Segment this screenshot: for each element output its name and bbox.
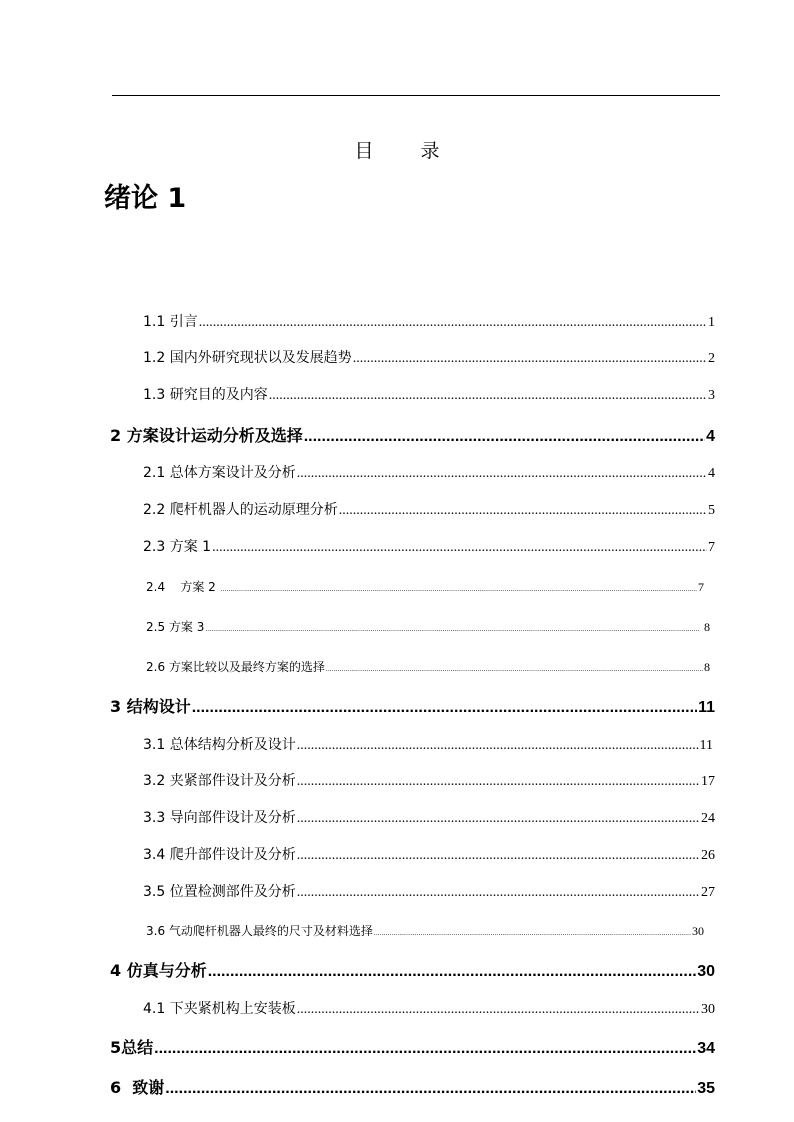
toc-entry-label: 1.3 研究目的及内容 (143, 387, 268, 403)
toc-entry-4-1[interactable] (143, 998, 715, 1018)
toc-page-number: 3 (708, 388, 715, 403)
toc-entry-3-4[interactable] (143, 844, 715, 864)
chapter-1-heading: 绪论 1 (104, 183, 187, 214)
toc-page-number: 30 (692, 924, 704, 938)
toc-entry-label: 2.1 总体方案设计及分析 (143, 465, 296, 481)
dot-leader (297, 810, 700, 827)
dot-leader (297, 1001, 700, 1018)
toc-entry-3-6[interactable] (146, 922, 704, 939)
toc-title: 目 录 (354, 140, 454, 162)
toc-entry-2-6[interactable] (146, 658, 710, 675)
toc-entry-1-1[interactable] (143, 311, 715, 331)
toc-entry-chapter-5[interactable] (110, 1035, 715, 1058)
toc-page-number: 1 (708, 315, 715, 330)
dot-leader (304, 426, 705, 446)
toc-entry-label: 2.5 方案 3 (146, 620, 205, 634)
dot-leader (297, 465, 707, 482)
toc-page-number: 2 (708, 351, 715, 366)
toc-entry-label: 2 方案设计运动分析及选择 (110, 426, 303, 445)
toc-page-number: 4 (708, 466, 715, 481)
toc-entry-label: 3.3 导向部件设计及分析 (143, 810, 296, 826)
toc-entry-label: 3.1 总体结构分析及设计 (143, 737, 296, 753)
toc-page-number: 7 (698, 580, 704, 594)
toc-entry-2-2[interactable] (143, 499, 715, 519)
toc-page-number: 34 (697, 1040, 715, 1057)
toc-entry-label: 3.5 位置检测部件及分析 (143, 884, 296, 900)
toc-page-number: 5 (708, 503, 715, 518)
dot-leader (212, 539, 707, 556)
toc-entry-label: 1.2 国内外研究现状以及发展趋势 (143, 350, 352, 366)
toc-entry-3-3[interactable] (143, 807, 715, 827)
toc-entry-label: 6 致谢 (110, 1078, 165, 1097)
toc-entry-label: 4.1 下夹紧机构上安装板 (143, 1001, 296, 1017)
toc-page-number: 4 (706, 428, 715, 445)
toc-entry-chapter-4[interactable] (110, 958, 715, 981)
dot-leader (339, 502, 707, 519)
toc-page-number: 11 (699, 738, 713, 753)
toc-page-number: 24 (701, 811, 715, 826)
toc-entry-label: 5总结 (110, 1038, 154, 1057)
dot-leader (205, 620, 700, 634)
dot-leader (326, 660, 703, 674)
toc-entry-label: 2.3 方案 1 (143, 539, 212, 555)
toc-entry-label: 2.4 方案 2 (146, 580, 220, 594)
toc-entry-chapter-3[interactable] (110, 694, 715, 717)
dot-leader (199, 314, 707, 331)
header-rule (112, 95, 720, 96)
dot-leader (374, 924, 691, 938)
dot-leader (297, 737, 699, 754)
dot-leader (269, 387, 707, 404)
toc-page-number: 11 (698, 699, 715, 716)
dot-leader (192, 697, 697, 717)
toc-entry-label: 3.4 爬升部件设计及分析 (143, 847, 296, 863)
toc-page-number: 30 (701, 1002, 715, 1017)
toc-entry-label: 2.2 爬杆机器人的运动原理分析 (143, 502, 338, 518)
dot-leader (154, 1038, 696, 1058)
dot-leader (353, 350, 707, 367)
dot-leader (297, 847, 700, 864)
toc-entry-label: 4 仿真与分析 (110, 961, 207, 980)
dot-leader (165, 1078, 696, 1098)
toc-entry-2-5[interactable] (146, 618, 710, 635)
toc-entry-label: 3.2 夹紧部件设计及分析 (143, 773, 296, 789)
toc-page-number: 26 (701, 848, 715, 863)
toc-entry-label: 2.6 方案比较以及最终方案的选择 (146, 660, 325, 674)
toc-entry-3-2[interactable] (143, 770, 715, 790)
toc-entry-2-1[interactable] (143, 462, 715, 482)
toc-entry-label: 1.1 引言 (143, 314, 198, 330)
toc-page-number: 35 (697, 1080, 715, 1097)
toc-page-number: 27 (701, 885, 715, 900)
dot-leader (297, 884, 700, 901)
toc-page-number: 8 (701, 620, 710, 634)
toc-page-number: 17 (701, 774, 715, 789)
toc-entry-label: 3.6 气动爬杆机器人最终的尺寸及材料选择 (146, 924, 373, 938)
toc-entry-2-3[interactable] (143, 536, 715, 556)
toc-entry-1-2[interactable] (143, 347, 715, 367)
toc-entry-chapter-6[interactable] (110, 1075, 715, 1098)
toc-entry-3-1[interactable] (143, 734, 713, 754)
toc-page-number: 8 (704, 660, 710, 674)
toc-entry-3-5[interactable] (143, 881, 715, 901)
toc-entry-label: 3 结构设计 (110, 697, 191, 716)
dot-leader (208, 961, 696, 981)
toc-entry-2-4[interactable] (146, 578, 704, 595)
toc-page-number: 30 (697, 963, 715, 980)
toc-entry-chapter-2[interactable] (110, 423, 715, 446)
dot-leader (297, 773, 700, 790)
toc-page-number: 7 (708, 540, 715, 555)
dot-leader (221, 580, 697, 594)
toc-entry-1-3[interactable] (143, 384, 715, 404)
